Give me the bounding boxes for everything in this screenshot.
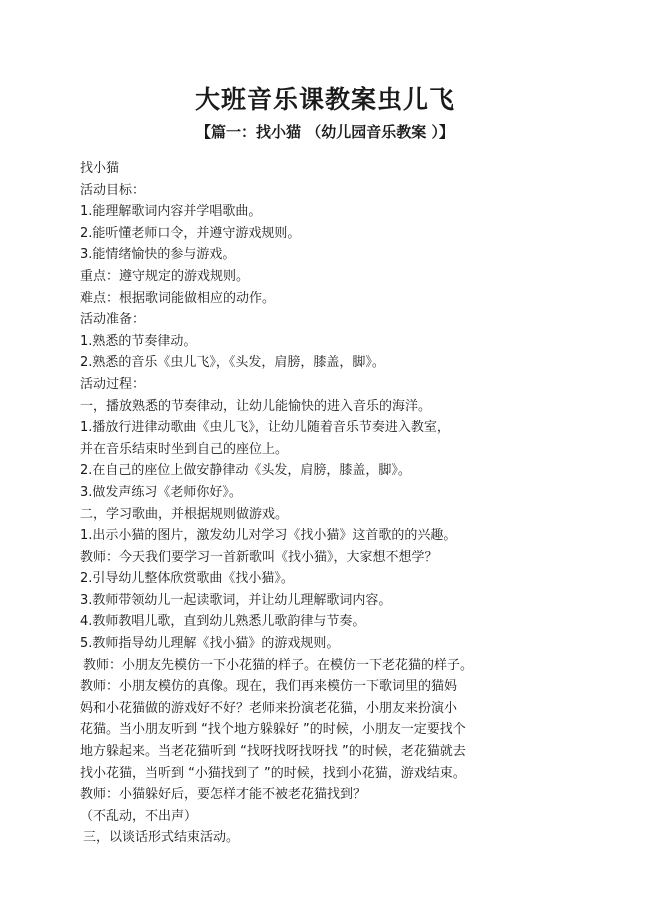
body-line: 教师：小朋友先模仿一下小花猫的样子。在模仿一下老花猫的样子。 <box>83 657 474 673</box>
body-line: 1.熟悉的节奏律动。 <box>80 333 197 349</box>
body-line: 教师：小猫躲好后，要怎样才能不被老花猫找到？ <box>80 787 367 803</box>
body-line: 三，以谈话形式结束活动。 <box>83 830 240 846</box>
body-line: 一，播放熟悉的节奏律动，让幼儿能愉快的进入音乐的海洋。 <box>80 398 432 414</box>
body-line: 二，学习歌曲，并根据规则做游戏。 <box>80 506 289 522</box>
body-line: （不乱动，不出声） <box>80 808 198 824</box>
document-subtitle: 【篇一：找小猫 （幼儿园音乐教案 ）】 <box>196 123 454 141</box>
body-line: 活动准备： <box>80 312 146 328</box>
body-line: 1.出示小猫的图片，激发幼儿对学习《找小猫》这首歌的的兴趣。 <box>80 528 457 544</box>
body-line: 1.播放行进律动歌曲《虫儿飞》，让幼儿随着音乐节奏进入教室， <box>80 420 450 436</box>
body-line: 找小花猫，当听到 “小猫找到了 ”的时候，找到小花猫，游戏结束。 <box>80 765 466 781</box>
body-line: 活动目标： <box>80 182 146 198</box>
body-line: 难点：根据歌词能做相应的动作。 <box>80 290 276 306</box>
body-line: 妈和小花猫做的游戏好不好？老师来扮演老花猫，小朋友来扮演小 <box>80 700 458 716</box>
body-line: 教师：小朋友模仿的真像。现在，我们再来模仿一下歌词里的猫妈 <box>80 679 458 695</box>
body-line: 地方躲起来。当老花猫听到 “找呀找呀找呀找 ”的时候，老花猫就去 <box>80 744 466 760</box>
body-line: 3.教师带领幼儿一起读歌词，并让幼儿理解歌词内容。 <box>80 592 392 608</box>
body-line: 5.教师指导幼儿理解《找小猫》的游戏规则。 <box>80 636 340 652</box>
body-line: 3.能情绪愉快的参与游戏。 <box>80 247 236 263</box>
body-line: 2.能听懂老师口令，并遵守游戏规则。 <box>80 225 301 241</box>
body-line: 找小猫 <box>80 161 120 176</box>
document-body <box>80 158 550 849</box>
body-line: 1.能理解歌词内容并学唱歌曲。 <box>80 204 262 220</box>
body-line: 2.熟悉的音乐《虫儿飞》，《头发，肩膀，膝盖，脚》。 <box>80 355 385 371</box>
body-line: 并在音乐结束时坐到自己的座位上。 <box>80 441 289 457</box>
body-line: 教师：今天我们要学习一首新歌叫《找小猫》，大家想不想学？ <box>80 549 438 565</box>
body-line: 2.引导幼儿整体欣赏歌曲《找小猫》。 <box>80 571 294 587</box>
body-line: 重点：遵守规定的游戏规则。 <box>80 268 250 284</box>
body-line: 2.在自己的座位上做安静律动《头发，肩膀，膝盖，脚》。 <box>80 463 411 479</box>
body-line: 活动过程： <box>80 376 146 392</box>
body-line: 4.教师教唱儿歌，直到幼儿熟悉儿歌韵律与节奏。 <box>80 614 366 630</box>
body-line: 花猫。当小朋友听到 “找个地方躲躲好 ”的时候，小朋友一定要找个 <box>80 722 466 738</box>
body-line: 3.做发声练习《老师你好》。 <box>80 484 242 500</box>
document-title: 大班音乐课教案虫儿飞 <box>194 85 455 114</box>
